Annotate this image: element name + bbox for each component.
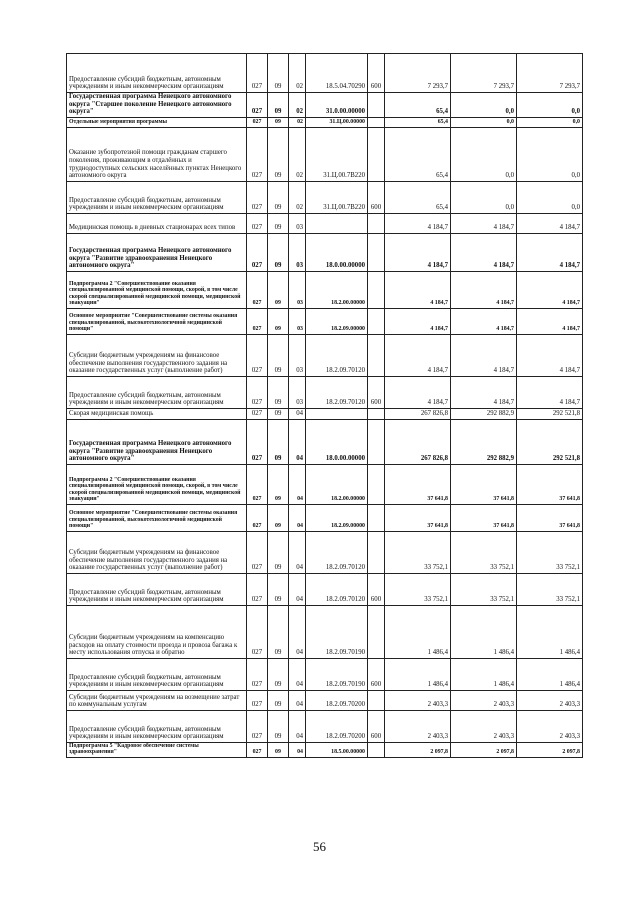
- cell-admin: 027: [247, 54, 268, 93]
- table-row: [67, 464, 583, 504]
- cell-vr: [368, 308, 385, 334]
- cell-y3: 2 403,3: [517, 710, 583, 742]
- table-row: [67, 271, 583, 308]
- cell-subsection: 04: [289, 408, 306, 419]
- cell-vr: [368, 93, 385, 118]
- cell-y2: 0,0: [451, 181, 517, 213]
- cell-csr: 18.2.00.00000: [306, 271, 368, 308]
- cell-name: Государственная программа Ненецкого автономного округа "Развитие здравоохранения Ненецкого автономного округа": [67, 419, 247, 464]
- cell-y1: 267 826,8: [385, 408, 451, 419]
- cell-csr: 18.0.00.00000: [306, 233, 368, 271]
- cell-y2: 37 641,8: [451, 504, 517, 531]
- cell-subsection: 03: [289, 334, 306, 376]
- cell-y3: 4 184,7: [517, 271, 583, 308]
- cell-y2: 292 882,9: [451, 419, 517, 464]
- cell-admin: 027: [247, 181, 268, 213]
- cell-admin: 027: [247, 271, 268, 308]
- cell-vr: 600: [368, 54, 385, 93]
- cell-subsection: 04: [289, 742, 306, 757]
- table-row: [67, 308, 583, 334]
- table-row: [67, 127, 583, 181]
- cell-y2: 2 403,3: [451, 710, 517, 742]
- cell-csr: 18.2.09.70200: [306, 710, 368, 742]
- table-row: [67, 605, 583, 658]
- cell-y3: 4 184,7: [517, 213, 583, 233]
- cell-name: Предоставление субсидий бюджетным, автономным учреждениям и иным некоммерческим организациям: [67, 54, 247, 93]
- cell-section: 09: [268, 233, 289, 271]
- cell-y1: 1 486,4: [385, 658, 451, 690]
- cell-y3: 37 641,8: [517, 464, 583, 504]
- cell-name: Предоставление субсидий бюджетным, автономным учреждениям и иным некоммерческим организациям: [67, 181, 247, 213]
- cell-subsection: 04: [289, 531, 306, 573]
- cell-vr: [368, 742, 385, 757]
- cell-section: 09: [268, 464, 289, 504]
- cell-csr: 18.2.09.70120: [306, 573, 368, 605]
- cell-section: 09: [268, 690, 289, 710]
- cell-vr: [368, 213, 385, 233]
- cell-admin: 027: [247, 504, 268, 531]
- cell-admin: 027: [247, 573, 268, 605]
- cell-name: Государственная программа Ненецкого автономного округа "Старшее поколение Ненецкого автономного округа": [67, 93, 247, 118]
- cell-vr: 600: [368, 573, 385, 605]
- table-row: [67, 710, 583, 742]
- cell-y1: 4 184,7: [385, 233, 451, 271]
- cell-vr: [368, 464, 385, 504]
- cell-section: 09: [268, 117, 289, 127]
- cell-y2: 37 641,8: [451, 464, 517, 504]
- cell-subsection: 04: [289, 419, 306, 464]
- cell-vr: [368, 690, 385, 710]
- cell-name: Основное мероприятие "Совершенствование системы оказания специализированной, высокотехнологичной медицинской помощи": [67, 504, 247, 531]
- cell-y3: 4 184,7: [517, 376, 583, 408]
- table-row: [67, 181, 583, 213]
- cell-subsection: 02: [289, 127, 306, 181]
- table-row: [67, 658, 583, 690]
- cell-y1: 4 184,7: [385, 271, 451, 308]
- cell-vr: [368, 408, 385, 419]
- table-row: [67, 233, 583, 271]
- cell-vr: 600: [368, 658, 385, 690]
- cell-admin: 027: [247, 376, 268, 408]
- cell-y1: 4 184,7: [385, 334, 451, 376]
- cell-subsection: 04: [289, 658, 306, 690]
- cell-admin: 027: [247, 334, 268, 376]
- cell-section: 09: [268, 213, 289, 233]
- cell-subsection: 03: [289, 308, 306, 334]
- cell-csr: 18.2.09.00000: [306, 308, 368, 334]
- cell-y2: 4 184,7: [451, 376, 517, 408]
- cell-csr: 31.Ц.00.00000: [306, 117, 368, 127]
- cell-csr: 18.2.09.70200: [306, 690, 368, 710]
- cell-section: 09: [268, 334, 289, 376]
- cell-y3: 292 521,8: [517, 419, 583, 464]
- cell-csr: 18.2.09.70190: [306, 605, 368, 658]
- cell-y3: 4 184,7: [517, 308, 583, 334]
- cell-admin: 027: [247, 464, 268, 504]
- cell-name: Скорая медицинская помощь: [67, 408, 247, 419]
- cell-admin: 027: [247, 605, 268, 658]
- cell-y2: 4 184,7: [451, 213, 517, 233]
- cell-section: 09: [268, 419, 289, 464]
- cell-y1: 33 752,1: [385, 573, 451, 605]
- cell-section: 09: [268, 181, 289, 213]
- table-row: [67, 54, 583, 93]
- cell-subsection: 03: [289, 213, 306, 233]
- cell-vr: [368, 127, 385, 181]
- cell-y2: 0,0: [451, 93, 517, 118]
- table-row: [67, 334, 583, 376]
- cell-y3: 7 293,7: [517, 54, 583, 93]
- cell-name: Медицинская помощь в дневных стационарах всех типов: [67, 213, 247, 233]
- cell-subsection: 03: [289, 233, 306, 271]
- cell-name: Субсидии бюджетным учреждениям на возмещение затрат по коммунальным услугам: [67, 690, 247, 710]
- cell-y1: 267 826,8: [385, 419, 451, 464]
- cell-admin: 027: [247, 117, 268, 127]
- cell-y1: 4 184,7: [385, 308, 451, 334]
- table-row: [67, 531, 583, 573]
- cell-y2: 4 184,7: [451, 334, 517, 376]
- table-row: [67, 93, 583, 118]
- cell-name: Предоставление субсидий бюджетным, автономным учреждениям и иным некоммерческим организациям: [67, 376, 247, 408]
- cell-y2: 4 184,7: [451, 233, 517, 271]
- table-row: [67, 213, 583, 233]
- cell-csr: 18.2.09.00000: [306, 504, 368, 531]
- cell-subsection: 02: [289, 93, 306, 118]
- cell-subsection: 04: [289, 605, 306, 658]
- cell-y2: 2 403,3: [451, 690, 517, 710]
- cell-section: 09: [268, 93, 289, 118]
- cell-y2: 1 486,4: [451, 605, 517, 658]
- cell-y1: 1 486,4: [385, 605, 451, 658]
- cell-y1: 2 097,8: [385, 742, 451, 757]
- cell-y2: 33 752,1: [451, 531, 517, 573]
- cell-admin: 027: [247, 233, 268, 271]
- cell-csr: 31.Ц.00.7В220: [306, 181, 368, 213]
- cell-y3: 0,0: [517, 117, 583, 127]
- cell-y1: 2 403,3: [385, 710, 451, 742]
- cell-vr: [368, 605, 385, 658]
- cell-y1: 37 641,8: [385, 504, 451, 531]
- cell-csr: 31.0.00.00000: [306, 93, 368, 118]
- cell-name: Субсидии бюджетным учреждениям на компенсацию расходов на оплату стоимости проезда и провоза багажа к месту использования отпуска и обратно: [67, 605, 247, 658]
- cell-section: 09: [268, 504, 289, 531]
- cell-y3: 4 184,7: [517, 334, 583, 376]
- cell-name: Субсидии бюджетным учреждениям на финансовое обеспечение выполнения государственного задания на оказание государственных услуг (выполнение работ): [67, 531, 247, 573]
- cell-admin: 027: [247, 690, 268, 710]
- cell-admin: 027: [247, 658, 268, 690]
- cell-csr: 18.5.00.00000: [306, 742, 368, 757]
- cell-section: 09: [268, 271, 289, 308]
- cell-section: 09: [268, 658, 289, 690]
- cell-name: Оказание зубопротезной помощи гражданам старшего поколения, проживающим в отдалённых и труднодоступных сельских населённых пунктах Ненецкого автономного округа: [67, 127, 247, 181]
- cell-subsection: 03: [289, 271, 306, 308]
- cell-y2: 292 882,9: [451, 408, 517, 419]
- cell-vr: [368, 117, 385, 127]
- cell-name: Подпрограмма 2 "Совершенствование оказания специализированной медицинской помощи, скорой, в том числе скорой специализированной медицинской помощи, медицинской эвакуации": [67, 464, 247, 504]
- cell-section: 09: [268, 710, 289, 742]
- table-row: [67, 117, 583, 127]
- cell-vr: [368, 233, 385, 271]
- cell-subsection: 02: [289, 117, 306, 127]
- table-row: [67, 419, 583, 464]
- cell-vr: 600: [368, 710, 385, 742]
- cell-csr: 18.2.00.00000: [306, 464, 368, 504]
- budget-table: [66, 53, 583, 758]
- cell-section: 09: [268, 605, 289, 658]
- cell-subsection: 02: [289, 54, 306, 93]
- cell-y3: 2 403,3: [517, 690, 583, 710]
- cell-subsection: 04: [289, 710, 306, 742]
- cell-y3: 37 641,8: [517, 504, 583, 531]
- table-row: [67, 690, 583, 710]
- cell-admin: 027: [247, 408, 268, 419]
- page-number: 56: [313, 839, 326, 854]
- cell-admin: 027: [247, 127, 268, 181]
- table-row: [67, 573, 583, 605]
- cell-admin: 027: [247, 742, 268, 757]
- cell-y1: 65,4: [385, 117, 451, 127]
- cell-y1: 4 184,7: [385, 376, 451, 408]
- cell-y3: 0,0: [517, 181, 583, 213]
- cell-y3: 2 097,8: [517, 742, 583, 757]
- cell-admin: 027: [247, 213, 268, 233]
- cell-name: Субсидии бюджетным учреждениям на финансовое обеспечение выполнения государственного задания на оказание государственных услуг (выполнение работ): [67, 334, 247, 376]
- cell-y1: 33 752,1: [385, 531, 451, 573]
- cell-name: Подпрограмма 2 "Совершенствование оказания специализированной медицинской помощи, скорой, в том числе скорой специализированной медицинской помощи, медицинской эвакуации": [67, 271, 247, 308]
- cell-section: 09: [268, 742, 289, 757]
- cell-y3: 0,0: [517, 127, 583, 181]
- table-row: [67, 504, 583, 531]
- cell-y2: 7 293,7: [451, 54, 517, 93]
- cell-y1: 65,4: [385, 93, 451, 118]
- cell-name: Государственная программа Ненецкого автономного округа "Развитие здравоохранения Ненецкого автономного округа": [67, 233, 247, 271]
- cell-subsection: 04: [289, 690, 306, 710]
- cell-y3: 1 486,4: [517, 658, 583, 690]
- cell-name: Предоставление субсидий бюджетным, автономным учреждениям и иным некоммерческим организациям: [67, 573, 247, 605]
- cell-y2: 33 752,1: [451, 573, 517, 605]
- cell-admin: 027: [247, 93, 268, 118]
- cell-csr: 18.5.04.70290: [306, 54, 368, 93]
- cell-y1: 4 184,7: [385, 213, 451, 233]
- cell-section: 09: [268, 127, 289, 181]
- cell-y1: 37 641,8: [385, 464, 451, 504]
- cell-admin: 027: [247, 710, 268, 742]
- cell-csr: 31.Ц.00.7В220: [306, 127, 368, 181]
- cell-y2: 2 097,8: [451, 742, 517, 757]
- cell-subsection: 02: [289, 181, 306, 213]
- cell-name: Основное мероприятие "Совершенствование системы оказания специализированной, высокотехнологичной медицинской помощи": [67, 308, 247, 334]
- cell-csr: 18.2.09.70190: [306, 658, 368, 690]
- cell-section: 09: [268, 573, 289, 605]
- cell-section: 09: [268, 376, 289, 408]
- cell-subsection: 04: [289, 504, 306, 531]
- cell-csr: 18.0.00.00000: [306, 419, 368, 464]
- cell-admin: 027: [247, 531, 268, 573]
- cell-vr: [368, 419, 385, 464]
- cell-y2: 4 184,7: [451, 308, 517, 334]
- cell-csr: 18.2.09.70120: [306, 376, 368, 408]
- cell-y3: 1 486,4: [517, 605, 583, 658]
- cell-name: Отдельные мероприятия программы: [67, 117, 247, 127]
- cell-y1: 65,4: [385, 181, 451, 213]
- cell-section: 09: [268, 54, 289, 93]
- cell-vr: [368, 334, 385, 376]
- cell-vr: [368, 531, 385, 573]
- table-row: [67, 408, 583, 419]
- cell-vr: 600: [368, 181, 385, 213]
- cell-subsection: 04: [289, 464, 306, 504]
- cell-vr: [368, 271, 385, 308]
- table-row: [67, 376, 583, 408]
- cell-y1: 2 403,3: [385, 690, 451, 710]
- cell-vr: [368, 504, 385, 531]
- cell-csr: 18.2.09.70120: [306, 334, 368, 376]
- cell-y3: 33 752,1: [517, 531, 583, 573]
- cell-section: 09: [268, 531, 289, 573]
- cell-y3: 292 521,8: [517, 408, 583, 419]
- cell-section: 09: [268, 308, 289, 334]
- cell-y2: 1 486,4: [451, 658, 517, 690]
- cell-admin: 027: [247, 308, 268, 334]
- cell-name: Подпрограмма 5 "Кадровое обеспечение системы здравоохранения": [67, 742, 247, 757]
- cell-name: Предоставление субсидий бюджетным, автономным учреждениям и иным некоммерческим организациям: [67, 710, 247, 742]
- cell-y1: 65,4: [385, 127, 451, 181]
- cell-vr: 600: [368, 376, 385, 408]
- cell-csr: 18.2.09.70120: [306, 531, 368, 573]
- cell-y1: 7 293,7: [385, 54, 451, 93]
- cell-csr: [306, 213, 368, 233]
- cell-y2: 0,0: [451, 127, 517, 181]
- cell-y2: 0,0: [451, 117, 517, 127]
- cell-admin: 027: [247, 419, 268, 464]
- cell-name: Предоставление субсидий бюджетным, автономным учреждениям и иным некоммерческим организациям: [67, 658, 247, 690]
- cell-section: 09: [268, 408, 289, 419]
- cell-y3: 33 752,1: [517, 573, 583, 605]
- cell-y2: 4 184,7: [451, 271, 517, 308]
- cell-subsection: 04: [289, 573, 306, 605]
- cell-y3: 4 184,7: [517, 233, 583, 271]
- cell-y3: 0,0: [517, 93, 583, 118]
- cell-subsection: 03: [289, 376, 306, 408]
- cell-csr: [306, 408, 368, 419]
- table-row: [67, 742, 583, 757]
